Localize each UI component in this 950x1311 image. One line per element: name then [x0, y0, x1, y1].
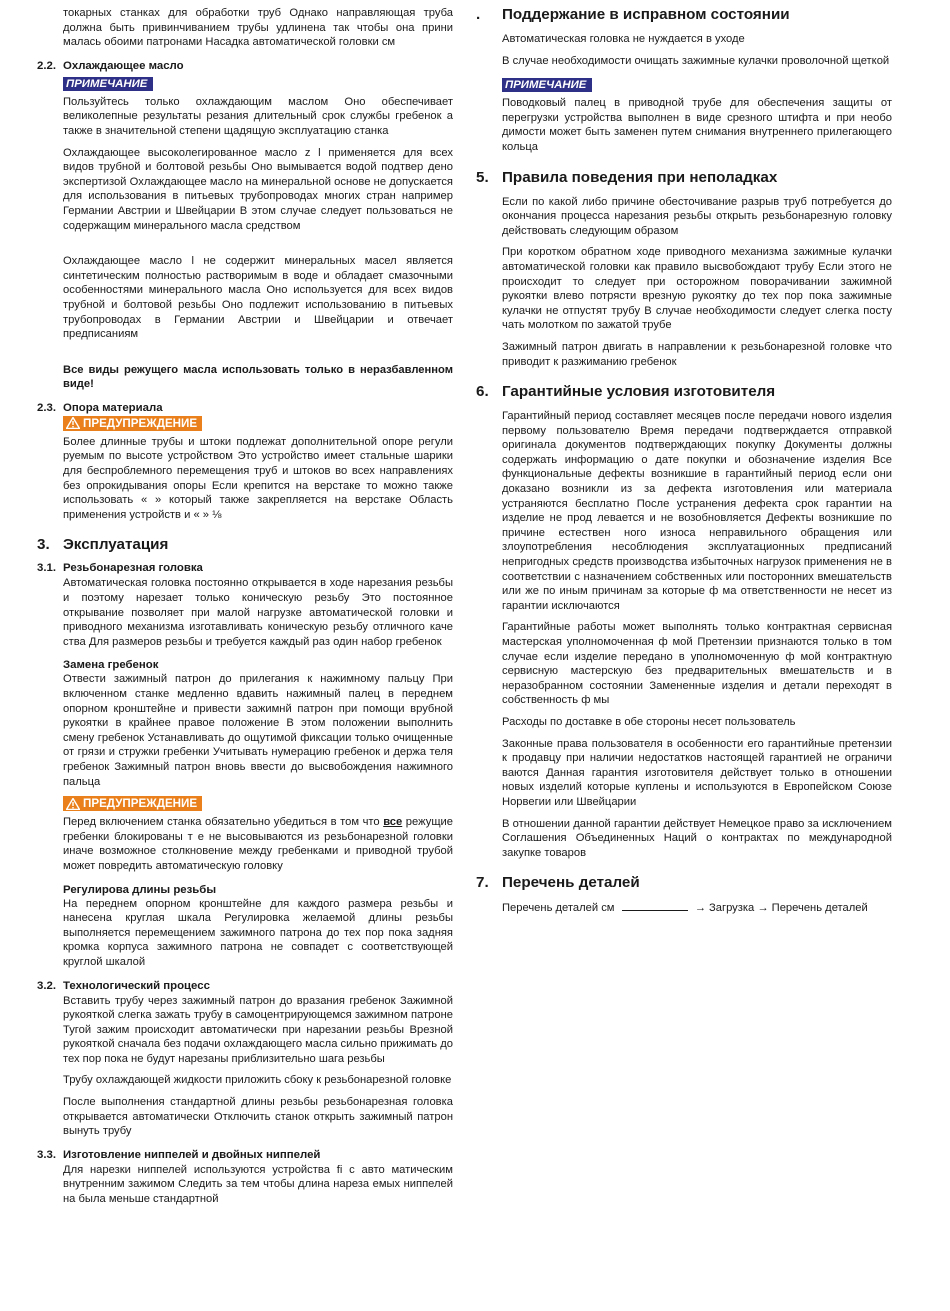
- paragraph: Охлаждающее масло l не содержит минеральных масел является синтетическим полностью растворимым в воде и обладает смазочными особенностями минерального масла Оно используется для всех видов трубной и болтовой резьбы Оно подлежит использованию в питьевых трубопроводах в Германии Австрии и Швейцарии и отвечает предписаниям: [63, 255, 453, 341]
- section-3-heading: 3. Эксплуатация: [37, 536, 169, 554]
- bold-paragraph: Все виды режущего масла использовать только в неразбавленном виде!: [63, 363, 453, 391]
- paragraph: Отвести зажимный патрон до прилегания к нажимному пальцу При включенном станке медленно вдавить нажимный палец в переднем опорном кронштейне и привести зажимнй патрон при помощи врубной рукоятки в крайнее правое положение В этом положении выполнить смену гребенок Устанавливать до ощутимой фиксации только очищенные от грязи и стружки гребенки Учитывать нумерацию гребенок и держа теля гребенок Зажимный патрон вновь ввести до высвобождения нажимного пальца: [63, 673, 453, 788]
- paragraph: Законные права пользователя в особенности его гарантийные претензии к продавцу при наличии недостатков настоящей гарантией не ограничи ваются Данная гарантия изготовителя действует только в отношении новых изделий которые куплены и используются в Европейском Союзе Норвегии или Швейцарии: [502, 737, 892, 808]
- note-badge: ПРИМЕЧАНИЕ: [502, 78, 592, 92]
- subheading-thread-length: Регулирова длины резьбы: [63, 883, 217, 896]
- paragraph: Автоматическая головка постоянно открывается в ходе нарезания резьбы и поэтому нарезает только коническую резьбу Это постоянное открывание позволяет при малой нагрузке автоматической головки и приводного механизма изготавливать коническую резьбу отличного каче ства Для размеров резьбы и требуется каждый раз один набор гребенок: [63, 577, 453, 648]
- section-7-heading: 7. Перечень деталей: [476, 874, 640, 892]
- paragraph: Для нарезки ниппелей используются устройства fi с авто матическим внутренним зажимом Следить за тем чтобы длина нареза емых ниппелей на была меньше стандартной: [63, 1163, 453, 1206]
- subheading-replacement: Замена гребенок: [63, 659, 159, 672]
- paragraph: При коротком обратном ходе приводного механизма зажимные кулачки автоматической головки как правило высвобождают трубу Если этого не происходит то следует при осторожном поворачивании зажимной рукоятки влево потрясти врезную рукоятку до тех пор пока зажимные кулачки не отпустят трубу В случае необходимости следует слегка посту чать молотком по зажатой трубе: [502, 246, 892, 332]
- warning-paragraph: Перед включением станка обязательно убедиться в том что все режущие гребенки блокированы т е не высовываются из резьбонарезной головки иначе возможное столкновение между гребенками и приводной трубой может повредить автоматическую головку: [63, 816, 453, 872]
- section-5-heading: 5. Правила поведения при неполадках: [476, 168, 778, 186]
- paragraph: Вставить трубу через зажимный патрон до вразания гребенок Зажимной рукояткой слегка зажать трубу в самоцентрирующемся зажимном патроне Тугой зажим происходит автоматически при нарезании резьбы Врезной рукояткой сначала без подачи охлаждающего масла сильно прижимать до тех пор пока не будут нарезаны приблизительно шага резьбы: [63, 994, 453, 1065]
- section-3-1-heading: 3.1. Резьбонарезная головка: [37, 562, 203, 575]
- paragraph: Более длинные трубы и штоки подлежат дополнительной опоре регули руемым по высоте устройством Это устройство имеет стальные шарики для беспроблемного перемещения труб и штоков во всех направлениях без опрокидывания опоры Если крепится на верстаке то можно также использовать « » который также закрепляется на верстаке Область применения устройств и « » ⅛: [63, 435, 453, 521]
- paragraph: Пользуйтесь только охлаждающим маслом Оно обеспечивает великолепные результаты резания длительный срок службы гребенок а также в значительной степени щадящую эксплуатацию станка: [63, 95, 453, 137]
- warning-triangle-icon: [66, 417, 80, 429]
- warning-triangle-icon: [66, 798, 80, 810]
- paragraph: Расходы по доставке в обе стороны несет пользователь: [502, 715, 796, 728]
- section-2-2-heading: 2.2. Охлаждающее масло: [37, 59, 184, 72]
- intro-paragraph: токарных станках для обработки труб Однако направляющая труба должна быть привинчиванием трубы удлинена так чтобы она прини малась обоими патронами Насадка автоматической головки см: [63, 7, 453, 49]
- paragraph: Зажимный патрон двигать в направлении к резьбонарезной головке что приводит к разжиманию гребенок: [502, 340, 892, 368]
- paragraph: В случае необходимости очищать зажимные кулачки проволочной щеткой: [502, 54, 890, 67]
- warning-badge: ПРЕДУПРЕЖДЕНИЕ: [63, 796, 202, 811]
- left-column: [37, 6, 453, 1214]
- note-badge: ПРИМЕЧАНИЕ: [63, 77, 153, 91]
- paragraph: После выполнения стандартной длины резьбы резьбонарезная головка открывается автоматически Отключить станок открыть зажимный патрон вынуть трубу: [63, 1096, 453, 1138]
- paragraph: В отношении данной гарантии действует Немецкое право за исключением Соглашения Объединенных Наций о контрактах по международной закупке товаров: [502, 817, 892, 859]
- paragraph: Автоматическая головка не нуждается в уходе: [502, 33, 745, 45]
- paragraph: Охлаждающее высоколегированное масло z l применяется для всех видов трубной и болтовой резьбы Оно вымывается водой подтвер дено экспертизой Охлаждающее масло на минеральной основе не допускается для использования в питьевых трубопроводах многих стран например Германии Австрии и Швейцарии В этом случае следует пользоваться не содержащим минерального масла средством: [63, 146, 453, 232]
- paragraph: Гарантийные работы может выполнять только контрактная сервисная мастерская уполномоченная ф мой Претензии признаются только в том случае если изделие передано в уполномоченную ф мой контрактную сервисную мастерскую без предварительных вмешательств и в неразобранном состоянии Замененные изделия и детали переходят в собственность ф мы: [502, 621, 892, 707]
- section-3-2-heading: 3.2. Технологический процесс: [37, 979, 210, 992]
- paragraph: На переднем опорном кронштейне для каждого размера резьбы и нанесена круглая шкала Регулировка желаемой длины резьбы выполняется перемещением зажимного патрона до тех пор пока задняя кромка корпуса зажимного патрона не совпадет с соответствующей круглой шкалой: [63, 897, 453, 968]
- section-2-3-heading: 2.3. Опора материала: [37, 401, 163, 414]
- section-3-3-heading: 3.3. Изготовление ниппелей и двойных ниппелей: [37, 1148, 321, 1161]
- paragraph: Трубу охлаждающей жидкости приложить сбоку к резьбонарезной головке: [63, 1074, 452, 1087]
- parts-list-paragraph: Перечень деталей см → Загрузка → Перечень деталей: [502, 902, 868, 915]
- parts-link-underline[interactable]: [622, 900, 688, 911]
- paragraph: Поводковый палец в приводной трубе для обеспечения защиты от перегрузки устройства выполнен в виде срезного штифта и при необо димости может быть заменен путем снимания внутреннего прилегающего кольца: [502, 97, 892, 153]
- right-column: [476, 6, 892, 923]
- section-4-heading: . Поддержание в исправном состоянии: [476, 6, 790, 23]
- section-6-heading: 6. Гарантийные условия изготовителя: [476, 383, 776, 401]
- paragraph: Гарантийный период составляет месяцев после передачи нового изделия первому пользователю Время передачи подтверждается отправкой оригинала документов подтверждающих покупку Документы должны содержать информацию о дате покупки и обозначение изделия Все функциональные дефекты возникшие в гарантийный период если они доказано возникли из за дефекта изготовления или материала устраняются бесплатно После устранения дефекта срок гарантии на изделие не прод левается и не возобновляется Дефекты возникшие по причине естествен ного износа неправильного обращения или злоупотребления несоблюдения эксплуатационных предписаний непригодных средств производства избыточных нагрузок применения не в соответствии с назначением собственных или посторонних вмешательств или же по иным причинам за которые ф ма ответственности не несет из гарантии исключаются: [502, 410, 892, 612]
- paragraph: Если по какой либо причине обесточивание разрыв труб потребуется до окончания процесса нарезания резьбы открыть резьбонарезную головку действовать следующим образом: [502, 195, 892, 237]
- warning-badge: ПРЕДУПРЕЖДЕНИЕ: [63, 416, 202, 431]
